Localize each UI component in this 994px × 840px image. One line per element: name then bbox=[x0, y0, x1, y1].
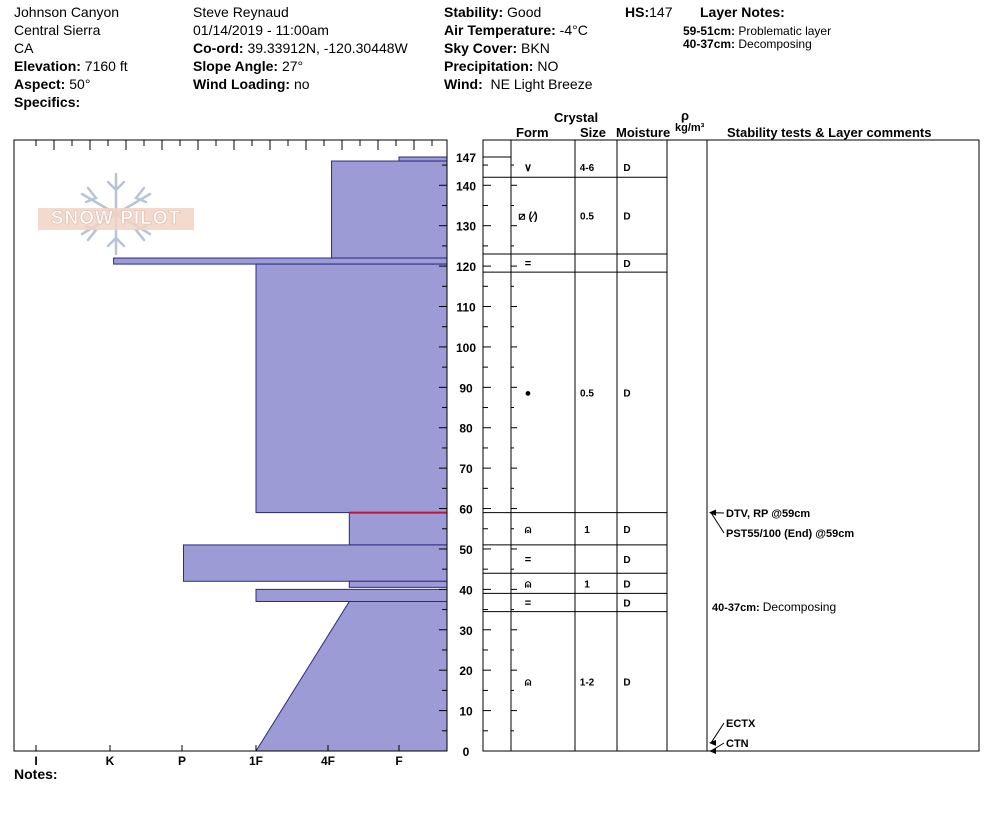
crystal-header: Crystal bbox=[554, 110, 599, 125]
aspect-value: 50° bbox=[69, 76, 91, 92]
hs-value: 147 bbox=[649, 4, 673, 20]
comment-arrow bbox=[709, 748, 716, 754]
hardness-bar bbox=[256, 264, 447, 513]
logo-text: SNOW PILOT bbox=[50, 208, 182, 229]
hardness-tick-label: 1F bbox=[248, 754, 264, 768]
form-header: Form bbox=[516, 125, 549, 140]
layer-moisture: D bbox=[623, 677, 631, 689]
layer-form: = bbox=[524, 258, 532, 271]
hardness-bar bbox=[349, 513, 447, 545]
table-frame bbox=[483, 140, 979, 751]
stability-comments bbox=[709, 508, 854, 754]
depth-tick-label: 147 bbox=[455, 151, 477, 165]
depth-tick-label: 90 bbox=[459, 381, 473, 396]
layer-moisture: D bbox=[623, 579, 631, 591]
depth-tick-label: 70 bbox=[459, 462, 473, 477]
depth-axis bbox=[439, 151, 517, 759]
depth-tick-label: 20 bbox=[459, 664, 473, 679]
observer-name: Steve Reynaud bbox=[193, 4, 289, 20]
hardness-ramp bbox=[256, 601, 447, 751]
depth-tick-label: 40 bbox=[459, 583, 473, 598]
depth-tick-label: 50 bbox=[459, 542, 473, 557]
hardness-tick-label: 4F bbox=[320, 754, 336, 768]
layer-moisture: D bbox=[623, 555, 631, 567]
wind-value: NE Light Breeze bbox=[490, 76, 593, 92]
air-temp-label: Air Temperature: bbox=[444, 22, 556, 38]
wind-loading-value: no bbox=[293, 76, 310, 92]
air-temp-value: -4°C bbox=[559, 22, 588, 38]
layer-size: 1 bbox=[584, 579, 590, 591]
comment-range: 40-37cm: bbox=[712, 602, 763, 614]
specifics-label: Specifics: bbox=[14, 94, 81, 110]
layer-size: 0.5 bbox=[580, 388, 594, 400]
depth-tick-label: 120 bbox=[455, 260, 477, 275]
range-name: Central Sierra bbox=[14, 22, 101, 38]
layer-form: ⧄ (⁄) bbox=[518, 210, 538, 223]
layer-form: = bbox=[524, 597, 532, 610]
layer-size: 1-2 bbox=[579, 677, 595, 689]
hardness-tick-label: I bbox=[34, 754, 38, 768]
layer-notes-title: Layer Notes: bbox=[700, 4, 785, 20]
layer-form: ⍝ bbox=[524, 676, 532, 689]
layer-size: 1 bbox=[584, 524, 590, 536]
hs-label: HS: bbox=[625, 4, 650, 20]
coord-value: 39.33912N, -120.30448W bbox=[247, 40, 408, 56]
moisture-header: Moisture bbox=[616, 125, 671, 140]
stability-comment: PST55/100 (End) @59cm bbox=[726, 528, 855, 540]
comment-text: Decomposing bbox=[762, 600, 837, 614]
hardness-bar bbox=[332, 161, 447, 258]
elevation-value: 7160 ft bbox=[84, 58, 128, 74]
hardness-bar bbox=[349, 581, 447, 587]
aspect-label: Aspect: bbox=[14, 76, 66, 92]
hardness-tick-label: P bbox=[177, 754, 187, 768]
depth-tick-label: 80 bbox=[459, 421, 473, 436]
rho-header: ρ bbox=[681, 108, 690, 123]
layer-note-1-range: 59-51cm: bbox=[683, 24, 736, 38]
comment-leader bbox=[711, 723, 724, 743]
comments-header: Stability tests & Layer comments bbox=[727, 125, 932, 140]
layer-form: ⍝ bbox=[524, 578, 532, 591]
depth-tick-label: 0 bbox=[462, 745, 470, 759]
hardness-bar bbox=[183, 545, 447, 581]
layer-moisture: D bbox=[623, 259, 631, 271]
layer-note-1-text: Problematic layer bbox=[738, 24, 832, 38]
layer-size: 0.5 bbox=[580, 211, 594, 223]
depth-tick-label: 100 bbox=[455, 340, 477, 355]
depth-tick-label: 60 bbox=[459, 502, 473, 517]
coord-label: Co-ord: bbox=[193, 40, 244, 56]
location-name: Johnson Canyon bbox=[14, 4, 120, 20]
layer-moisture: D bbox=[623, 598, 631, 610]
stability-comment: ECTX bbox=[726, 718, 756, 730]
hardness-tick-label: F bbox=[395, 754, 403, 768]
layer-form: = bbox=[524, 554, 532, 567]
stability-comment: CTN bbox=[726, 738, 749, 750]
wind-label: Wind: bbox=[444, 76, 483, 92]
depth-tick-label: 130 bbox=[455, 219, 477, 234]
comment-leader bbox=[711, 513, 724, 533]
stability-comment: DTV, RP @59cm bbox=[726, 508, 811, 520]
layer-moisture: D bbox=[623, 388, 631, 400]
slope-label: Slope Angle: bbox=[193, 58, 279, 74]
layer-moisture: D bbox=[623, 211, 631, 223]
snowpilot-logo bbox=[38, 170, 198, 260]
layer-note-2-text: Decomposing bbox=[738, 37, 812, 51]
stability-value: Good bbox=[507, 4, 542, 20]
size-header: Size bbox=[580, 125, 607, 140]
observation-datetime: 01/14/2019 - 11:00am bbox=[193, 22, 329, 38]
state-name: CA bbox=[14, 40, 34, 56]
sky-value: BKN bbox=[521, 40, 550, 56]
depth-tick-label: 10 bbox=[459, 704, 473, 719]
layer-form: ⍝ bbox=[524, 523, 532, 536]
hardness-bar bbox=[256, 589, 447, 601]
density-unit-header: kg/m³ bbox=[675, 122, 705, 134]
precip-label: Precipitation: bbox=[444, 58, 534, 74]
layer-size: 4-6 bbox=[579, 163, 595, 175]
stability-comment bbox=[712, 600, 836, 614]
depth-tick-label: 140 bbox=[455, 179, 477, 194]
wind-loading-label: Wind Loading: bbox=[193, 76, 291, 92]
layer-note-2-range: 40-37cm: bbox=[683, 37, 736, 51]
elevation-label: Elevation: bbox=[14, 58, 81, 74]
layer-moisture: D bbox=[623, 524, 631, 536]
layer-form: ∨ bbox=[523, 162, 533, 175]
layer-form: ● bbox=[524, 387, 532, 400]
layer-moisture: D bbox=[623, 163, 631, 175]
slope-value: 27° bbox=[281, 58, 304, 74]
hardness-tick-label: K bbox=[105, 754, 115, 768]
sky-label: Sky Cover: bbox=[444, 40, 518, 56]
stability-label: Stability: bbox=[444, 4, 504, 20]
depth-tick-label: 110 bbox=[456, 300, 476, 315]
precip-value: NO bbox=[537, 58, 559, 74]
hardness-bar bbox=[399, 157, 447, 161]
notes-label: Notes: bbox=[14, 766, 58, 782]
depth-tick-label: 30 bbox=[459, 623, 473, 638]
